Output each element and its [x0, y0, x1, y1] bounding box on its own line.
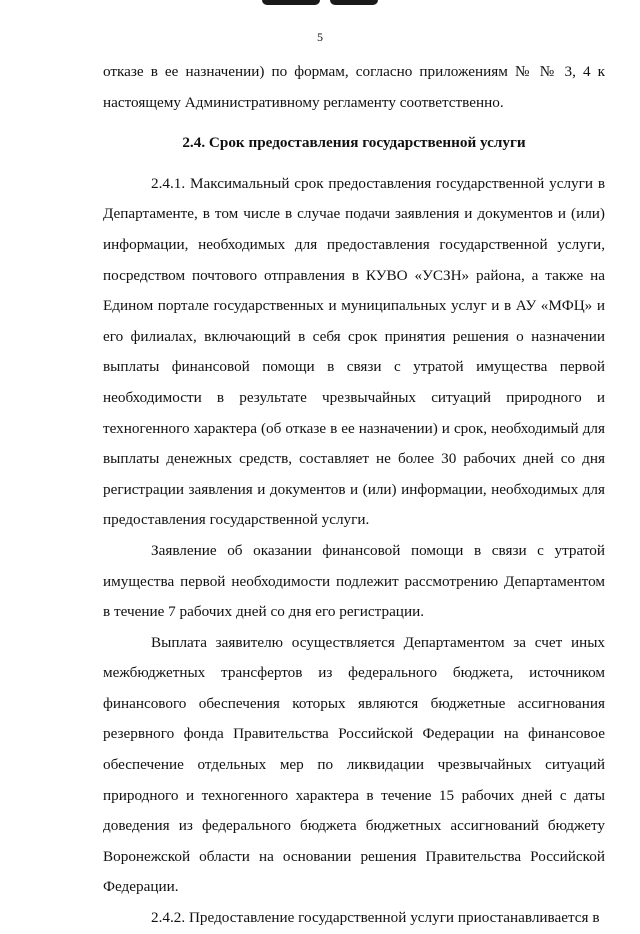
continuation-paragraph: отказе в ее назначении) по формам, согласно приложениям № № 3, 4 к настоящему Административному регламенту соответственно.	[103, 63, 605, 111]
paragraph-payment: Выплата заявителю осуществляется Департаментом за счет иных межбюджетных трансфертов из федерального бюджета, источником финансового обеспечения которых являются бюджетные ассигнования резервного фонда Правительства Российской Федерации на финансовое обеспечение отдельных мер по ликвидации чрезвычайных ситуаций природного и техногенного характера в течение 15 рабочих дней с даты доведения из федерального бюджета бюджетных ассигнований бюджету Воронежской области на основании решения Правительства Российской Федерации.	[103, 633, 605, 896]
scan-artifact	[330, 0, 378, 5]
paragraph-2-4-2: 2.4.2. Предоставление государственной услуги приостанавливается в	[151, 909, 600, 927]
paragraph-2-4-1: 2.4.1. Максимальный срок предоставления государственной услуги в Департаменте, в том числе в случае подачи заявления и документов и (или) информации, необходимых для предоставления государственной услуги, посредством почтового отправления в КУВО «УСЗН» района, а также на Едином портале государственных и муниципальных услуг и в АУ «МФЦ» и его филиалах, включающий в себя срок принятия решения о назначении выплаты финансовой помощи в связи с утратой имущества первой необходимости в результате чрезвычайных ситуаций природного и техногенного характера (об отказе в ее назначении) и срок, необходимый для выплаты денежных средств, составляет не более 30 рабочих дней со дня регистрации заявления и документов и (или) информации, необходимых для предоставления государственной услуги.	[103, 174, 605, 529]
page-number: 5	[317, 30, 323, 44]
paragraph-application-review: Заявление об оказании финансовой помощи в связи с утратой имущества первой необходимости подлежит рассмотрению Департаментом в течение 7 рабочих дней со дня его регистрации.	[103, 541, 605, 621]
scan-artifact	[262, 0, 320, 5]
section-heading: 2.4. Срок предоставления государственной услуги	[182, 134, 526, 152]
document-body	[103, 57, 605, 934]
